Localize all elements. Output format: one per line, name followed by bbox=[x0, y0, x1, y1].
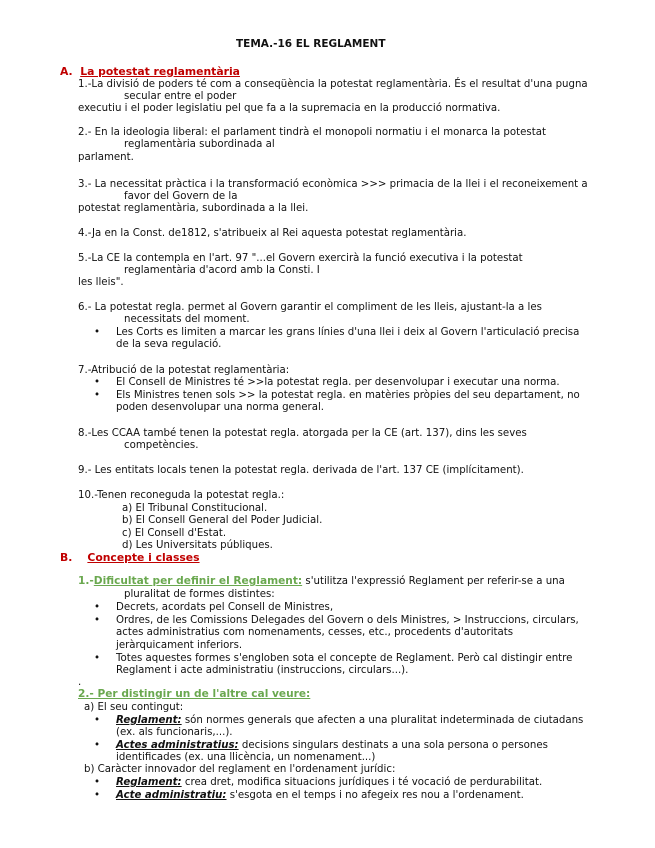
subsection-1-bullet-1 bbox=[94, 601, 333, 614]
definition-reglament: són normes generals que afecten a una pluralitat indeterminada de ciutadans bbox=[181, 715, 584, 726]
paragraph-6-line-2: necessitats del moment. bbox=[124, 314, 250, 325]
term-reglament-b: Reglament: bbox=[116, 777, 182, 788]
subsection-2-item-a: a) El seu contingut: bbox=[84, 702, 184, 713]
section-b-letter: B. bbox=[60, 551, 73, 564]
paragraph-5-line-3: les lleis". bbox=[78, 277, 124, 288]
paragraph-3-line-2: favor del Govern de la bbox=[124, 191, 238, 202]
paragraph-5-line-1: 5.-La CE la contempla en l'art. 97 "...el Govern exercirà la funció executiva i la potestat bbox=[78, 253, 523, 264]
subsection-2-bullet-reglament-b bbox=[94, 776, 542, 789]
bullet-marker: • bbox=[94, 602, 101, 613]
paragraph-6-line-1: 6.- La potestat regla. permet al Govern garantir el compliment de les lleis, ajustant-la a les bbox=[78, 302, 542, 313]
subsection-2-reglament-line-2: (ex. als funcionaris,...). bbox=[116, 727, 233, 738]
page-title: TEMA.-16 EL REGLAMENT bbox=[236, 38, 386, 50]
paragraph-7-line-1: 7.-Atribució de la potestat reglamentària: bbox=[78, 365, 290, 376]
term-actes-administratius: Actes administratius: bbox=[116, 740, 239, 751]
paragraph-10-item-c: c) El Consell d'Estat. bbox=[122, 528, 227, 539]
paragraph-3-line-1: 3.- La necessitat pràctica i la transformació econòmica >>> primacia de la llei i el reconeixement a bbox=[78, 179, 588, 190]
paragraph-9: 9.- Les entitats locals tenen la potestat regla. derivada de l'art. 137 CE (implícitament). bbox=[78, 465, 524, 476]
paragraph-7-bullet-1 bbox=[94, 376, 560, 389]
definition-acte-administratiu: s'esgota en el temps i no afegeix res nou a l'ordenament. bbox=[226, 790, 524, 801]
definition-reglament-b: crea dret, modifica situacions jurídiques i té vocació de perdurabilitat. bbox=[181, 777, 543, 788]
bullet-text: Totes aquestes formes s'engloben sota el concepte de Reglament. Però cal distingir entre bbox=[116, 653, 573, 664]
bullet-marker: • bbox=[94, 715, 101, 726]
term-acte-administratiu: Acte administratiu: bbox=[116, 790, 227, 801]
bullet-marker: • bbox=[94, 740, 101, 751]
bullet-text: Ordres, de les Comissions Delegades del Govern o dels Ministres, > Instruccions, circulars, bbox=[116, 615, 579, 626]
bullet-text: Les Corts es limiten a marcar les grans línies d'una llei i deix al Govern l'articulació precisa bbox=[116, 327, 580, 338]
bullet-text: El Consell de Ministres té >>la potestat regla. per desenvolupar i executar una norma. bbox=[116, 377, 560, 388]
bullet-marker: • bbox=[94, 653, 101, 664]
subsection-1-bullet-2-line-2: actes administratius com nomenaments, cesses, etc., procedents d'autoritats bbox=[116, 627, 514, 638]
paragraph-10-item-a: a) El Tribunal Constitucional. bbox=[122, 503, 268, 514]
paragraph-3-line-3: potestat reglamentària, subordinada a la llei. bbox=[78, 203, 309, 214]
subsection-1-number: 1.- bbox=[78, 575, 94, 587]
section-b-heading bbox=[60, 551, 200, 564]
subsection-2-actes-line-2: identificades (ex. una llicència, un nomenament...) bbox=[116, 752, 376, 763]
bullet-marker: • bbox=[94, 777, 101, 788]
paragraph-4: 4.-Ja en la Const. de1812, s'atribueix al Rei aquesta potestat reglamentària. bbox=[78, 228, 467, 239]
paragraph-1-line-1: 1.-La divisió de poders té com a conseqüència la potestat reglamentària. És el resultat d'una pugna bbox=[78, 79, 588, 90]
paragraph-10-item-b: b) El Consell General del Poder Judicial. bbox=[122, 515, 323, 526]
paragraph-8-line-2: competències. bbox=[124, 440, 199, 451]
bullet-marker: • bbox=[94, 390, 101, 401]
bullet-text: Els Ministres tenen sols >> la potestat regla. en matèries pròpies del seu departament, no bbox=[116, 390, 580, 401]
paragraph-2-line-2: reglamentària subordinada al bbox=[124, 139, 275, 150]
subsection-1-line-2: pluralitat de formes distintes: bbox=[124, 589, 275, 600]
paragraph-7-bullet-2-line-2: poden desenvolupar una norma general. bbox=[116, 402, 325, 413]
section-a-heading bbox=[60, 65, 240, 78]
paragraph-8-line-1: 8.-Les CCAA també tenen la potestat regla. atorgada per la CE (art. 137), dins les seves bbox=[78, 428, 527, 439]
subsection-2-bullet-acte bbox=[94, 789, 524, 802]
bullet-marker: • bbox=[94, 327, 101, 338]
subsection-2-title: 2.- Per distingir un de l'altre cal veure: bbox=[78, 688, 311, 700]
subsection-1-heading bbox=[78, 575, 565, 588]
paragraph-10-item-d: d) Les Universitats públiques. bbox=[122, 540, 273, 551]
definition-actes-administratius: decisions singulars destinats a una sola persona o persones bbox=[238, 740, 548, 751]
bullet-marker: • bbox=[94, 615, 101, 626]
subsection-2-heading bbox=[78, 688, 310, 701]
bullet-text: Decrets, acordats pel Consell de Ministres, bbox=[116, 602, 334, 613]
paragraph-10-line-1: 10.-Tenen reconeguda la potestat regla.: bbox=[78, 490, 285, 501]
stray-dot: . bbox=[78, 677, 82, 688]
subsection-1-bullet-3-line-2: Reglament i acte administratiu (instruccions, circulars...). bbox=[116, 665, 409, 676]
paragraph-2-line-3: parlament. bbox=[78, 152, 134, 163]
subsection-2-item-b: b) Caràcter innovador del reglament en l'ordenament jurídic: bbox=[84, 764, 396, 775]
section-a-letter: A. bbox=[60, 65, 73, 78]
paragraph-5-line-2: reglamentària d'acord amb la Consti. I bbox=[124, 265, 320, 276]
paragraph-6-bullet-line-2: de la seva regulació. bbox=[116, 339, 222, 350]
term-reglament: Reglament: bbox=[116, 715, 182, 726]
bullet-marker: • bbox=[94, 790, 101, 801]
subsection-1-text: s'utilitza l'expressió Reglament per referir-se a una bbox=[302, 576, 565, 587]
section-a-title: La potestat reglamentària bbox=[80, 65, 240, 78]
paragraph-1-line-3: executiu i el poder legislatiu pel que fa a la supremacia en la producció normativa. bbox=[78, 103, 501, 114]
paragraph-2-line-1: 2.- En la ideologia liberal: el parlament tindrà el monopoli normatiu i el monarca la potestat bbox=[78, 127, 546, 138]
bullet-marker: • bbox=[94, 377, 101, 388]
section-b-title: Concepte i classes bbox=[87, 551, 200, 564]
subsection-1-bullet-2-line-3: jeràrquicament inferiors. bbox=[116, 640, 243, 651]
subsection-1-title: Dificultat per definir el Reglament: bbox=[93, 575, 303, 587]
paragraph-1-line-2: secular entre el poder bbox=[124, 91, 237, 102]
